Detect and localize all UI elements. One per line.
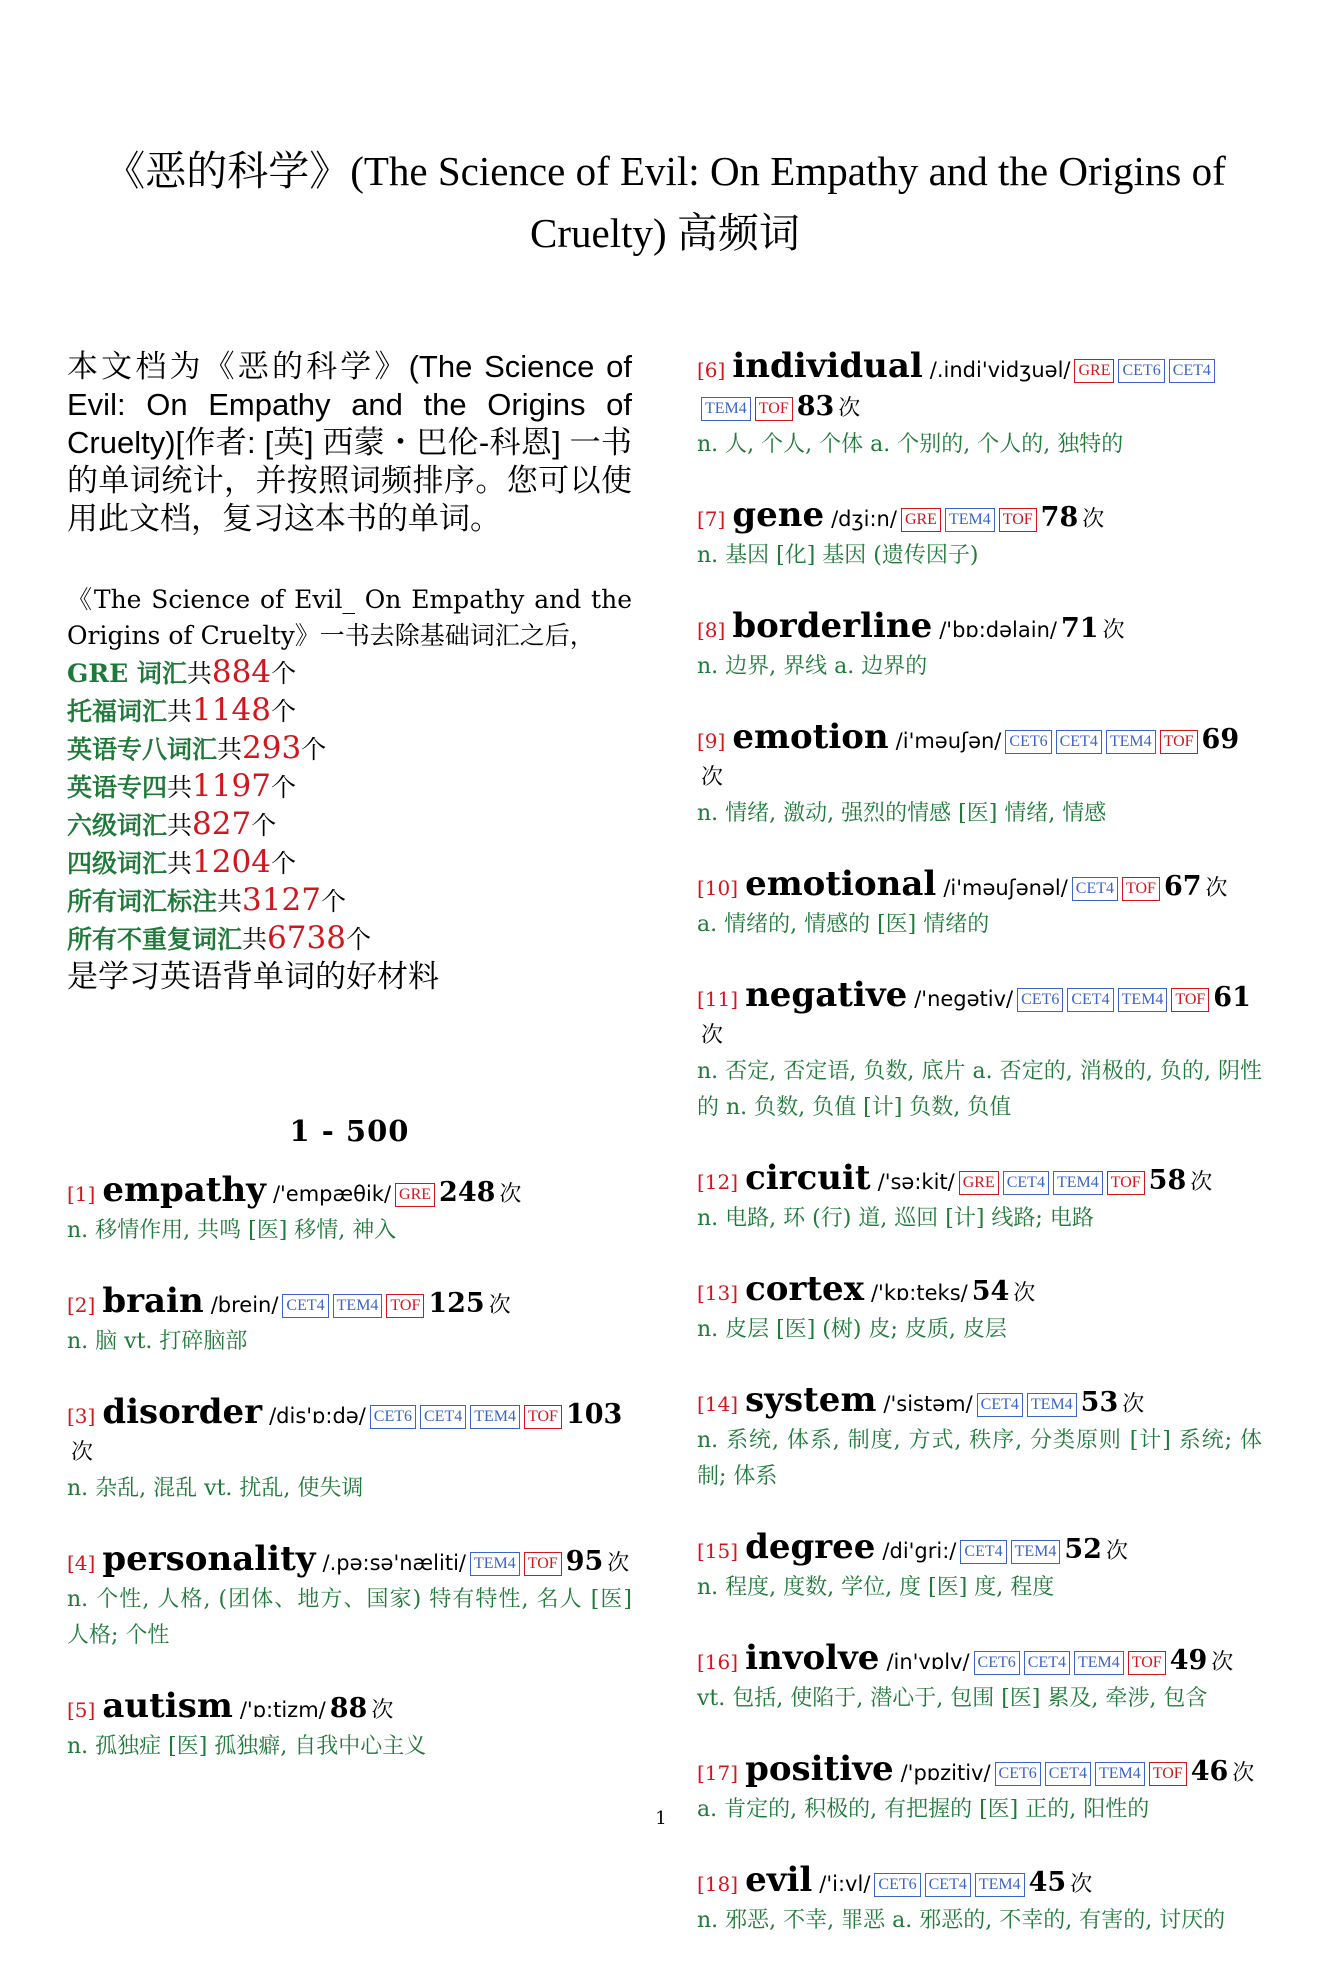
entry-phonetic: /i'məuʃənəl/ <box>943 876 1068 900</box>
entry-word: degree <box>745 1527 876 1567</box>
times-label: 次 <box>701 765 724 790</box>
page-number: 1 <box>655 1808 667 1829</box>
tag-badge-tem4: TEM4 <box>1095 1762 1145 1786</box>
entry-count: 78 <box>1040 502 1079 533</box>
word-entry <box>67 1172 632 1249</box>
entry-index: [14] <box>697 1392 739 1416</box>
word-entry <box>67 1541 632 1654</box>
entry-definition: n. 皮层 [医] (树) 皮; 皮质, 皮层 <box>697 1317 1007 1342</box>
tag-badge-cet4: CET4 <box>1169 359 1215 383</box>
entry-index: [15] <box>697 1539 739 1563</box>
entry-head <box>697 1160 1262 1201</box>
stat-unit: 个 <box>270 773 296 802</box>
entry-word: positive <box>745 1749 894 1789</box>
word-entry <box>697 497 1262 574</box>
tag-badge-tem4: TEM4 <box>701 397 751 421</box>
stat-mid: 共 <box>167 849 193 878</box>
entry-definition: n. 个性, 人格, (团体、地方、国家) 特有特性, 名人 [医] 人格; 个性 <box>67 1587 632 1648</box>
entry-count: 248 <box>439 1177 496 1208</box>
tag-badge-tem4: TEM4 <box>1106 730 1156 754</box>
entry-index: [7] <box>697 507 726 531</box>
entry-count: 52 <box>1064 1534 1102 1565</box>
entry-word: disorder <box>102 1392 263 1432</box>
entry-phonetic: /'pɒzitiv/ <box>900 1761 991 1785</box>
stats-lead: 《The Science of Evil_ On Empathy and the Origins of Cruelty》一书去除基础词汇之后， <box>67 585 632 650</box>
tag-badge-tem4: TEM4 <box>470 1405 520 1429</box>
times-label: 次 <box>1122 1392 1145 1417</box>
stat-mid: 共 <box>217 735 243 764</box>
tag-badge-tem4: TEM4 <box>1118 988 1168 1012</box>
stat-unit: 个 <box>271 659 297 688</box>
tag-badge-tem4: TEM4 <box>333 1294 383 1318</box>
stat-unit: 个 <box>345 925 371 954</box>
word-entry <box>697 1529 1262 1606</box>
entry-phonetic: /.pə:sə'næliti/ <box>322 1551 466 1575</box>
word-entry <box>697 977 1262 1126</box>
tag-badge-tof: TOF <box>755 397 793 421</box>
entry-count: 53 <box>1080 1387 1119 1418</box>
range-heading: 1 - 500 <box>289 1114 410 1148</box>
entry-count: 61 <box>1213 982 1251 1013</box>
stat-line <box>67 730 632 768</box>
word-entry <box>697 1640 1262 1717</box>
stat-line <box>67 844 632 882</box>
entry-head <box>697 866 1262 907</box>
entry-definition: n. 情绪, 激动, 强烈的情感 [医] 情绪, 情感 <box>697 801 1107 826</box>
times-label: 次 <box>1070 1872 1093 1897</box>
stat-number: 6738 <box>267 920 346 956</box>
tag-badge-gre: GRE <box>1074 359 1114 383</box>
word-entry <box>67 1283 632 1360</box>
stat-label: 所有不重复词汇 <box>67 925 243 954</box>
entry-head <box>67 1541 632 1582</box>
entry-index: [9] <box>697 729 726 753</box>
stat-mid: 共 <box>186 659 212 688</box>
tag-badge-tof: TOF <box>1107 1171 1145 1195</box>
tag-badge-cet6: CET6 <box>370 1405 416 1429</box>
entry-word: negative <box>745 975 908 1015</box>
times-label: 次 <box>499 1182 522 1207</box>
entry-head <box>67 1172 632 1213</box>
entry-index: [5] <box>67 1698 96 1722</box>
entry-index: [13] <box>697 1281 739 1305</box>
tag-badge-cet6: CET6 <box>874 1873 920 1897</box>
stat-mid: 共 <box>242 925 268 954</box>
entry-count: 67 <box>1163 871 1202 902</box>
times-label: 次 <box>1082 507 1105 532</box>
tag-badge-tem4: TEM4 <box>1011 1540 1061 1564</box>
entry-index: [8] <box>697 618 726 642</box>
entry-word: individual <box>732 346 923 386</box>
stat-number: 293 <box>242 730 302 766</box>
tag-badge-cet4: CET4 <box>977 1393 1023 1417</box>
word-entry <box>697 1862 1262 1939</box>
times-label: 次 <box>1232 1761 1255 1786</box>
entry-word: gene <box>732 495 825 535</box>
entry-definition: a. 肯定的, 积极的, 有把握的 [医] 正的, 阳性的 <box>697 1797 1150 1822</box>
stat-line <box>67 920 632 958</box>
entry-head <box>697 608 1262 649</box>
entry-phonetic: /dis'ɒ:də/ <box>269 1404 366 1428</box>
entry-phonetic: /brein/ <box>210 1293 279 1317</box>
entry-phonetic: /'bɒ:dəlain/ <box>939 618 1057 642</box>
entry-phonetic: /dʒi:n/ <box>831 507 897 531</box>
times-label: 次 <box>1013 1281 1036 1306</box>
entry-count: 58 <box>1148 1165 1187 1196</box>
entry-index: [18] <box>697 1872 739 1896</box>
tag-badge-tof: TOF <box>1128 1651 1166 1675</box>
tag-badge-tof: TOF <box>524 1552 562 1576</box>
entry-index: [1] <box>67 1182 96 1206</box>
entry-head <box>697 719 1262 796</box>
stat-label: 所有词汇标注 <box>67 887 218 916</box>
stat-unit: 个 <box>251 811 277 840</box>
entry-index: [17] <box>697 1761 739 1785</box>
entry-phonetic: /in'vɒlv/ <box>886 1650 970 1674</box>
times-label: 次 <box>71 1440 94 1465</box>
times-label: 次 <box>371 1698 394 1723</box>
stat-number: 884 <box>211 654 272 690</box>
stat-number: 1148 <box>192 692 271 728</box>
entry-word: system <box>745 1380 877 1420</box>
tag-badge-cet4: CET4 <box>1067 988 1113 1012</box>
entry-phonetic: /i'məuʃən/ <box>895 729 1002 753</box>
stat-number: 827 <box>192 806 252 842</box>
tag-badge-tem4: TEM4 <box>1053 1171 1103 1195</box>
word-entry <box>697 608 1262 685</box>
tag-badge-tof: TOF <box>1171 988 1209 1012</box>
entry-definition: n. 否定, 否定语, 负数, 底片 a. 否定的, 消极的, 负的, 阴性的 n. 负数, 负值 [计] 负数, 负值 <box>697 1059 1262 1120</box>
entry-count: 95 <box>565 1546 604 1577</box>
tag-badge-cet6: CET6 <box>995 1762 1041 1786</box>
entry-head <box>697 1751 1262 1792</box>
entry-phonetic: /'sistəm/ <box>883 1392 973 1416</box>
stat-number: 3127 <box>242 882 321 918</box>
entry-definition: n. 电路, 环 (行) 道, 巡回 [计] 线路; 电路 <box>697 1206 1094 1231</box>
times-label: 次 <box>838 396 861 421</box>
entry-count: 71 <box>1060 613 1099 644</box>
tag-badge-gre: GRE <box>395 1183 435 1207</box>
entry-head <box>697 1529 1262 1570</box>
stat-number: 1197 <box>192 768 271 804</box>
stat-label: 英语专八词汇 <box>67 735 218 764</box>
intro-paragraph: 本文档为《恶的科学》(The Science of Evil: On Empathy and the Origins of Cruelty)[作者: [英] 西蒙・巴伦-科恩] 一书的单词统计，并按照词频排序。您可以使用此文档，复习这本书的单词。 <box>67 349 632 536</box>
entry-definition: n. 孤独症 [医] 孤独癖, 自我中心主义 <box>67 1734 427 1759</box>
entry-index: [12] <box>697 1170 739 1194</box>
word-entry <box>697 1271 1262 1348</box>
entry-definition: n. 程度, 度数, 学位, 度 [医] 度, 程度 <box>697 1575 1055 1600</box>
entry-head <box>697 1271 1262 1312</box>
right-column <box>697 348 1262 1973</box>
stat-unit: 个 <box>270 697 296 726</box>
tag-badge-tem4: TEM4 <box>945 508 995 532</box>
times-label: 次 <box>607 1551 630 1576</box>
word-entry <box>697 348 1262 463</box>
entry-phonetic: /'kɒ:teks/ <box>870 1281 968 1305</box>
vocabulary-stats <box>67 582 632 996</box>
tag-badge-cet4: CET4 <box>1024 1651 1070 1675</box>
times-label: 次 <box>701 1023 724 1048</box>
stat-unit: 个 <box>270 849 296 878</box>
entry-definition: n. 邪恶, 不幸, 罪恶 a. 邪恶的, 不幸的, 有害的, 讨厌的 <box>697 1908 1226 1933</box>
entry-head <box>697 497 1262 538</box>
word-entry <box>697 866 1262 943</box>
entry-definition: n. 边界, 界线 a. 边界的 <box>697 654 928 679</box>
times-label: 次 <box>1205 876 1228 901</box>
entry-word: involve <box>745 1638 880 1678</box>
entry-index: [10] <box>697 876 739 900</box>
stat-line <box>67 768 632 806</box>
entry-head <box>697 977 1262 1054</box>
document-title: 《恶的科学》(The Science of Evil: On Empathy and the Origins of Cruelty) 高频词 <box>104 148 1226 256</box>
entry-head <box>697 1640 1262 1681</box>
tag-badge-tem4: TEM4 <box>1074 1651 1124 1675</box>
stat-mid: 共 <box>167 811 193 840</box>
tag-badge-tem4: TEM4 <box>1027 1393 1077 1417</box>
times-label: 次 <box>1190 1170 1213 1195</box>
entry-head <box>697 1382 1262 1423</box>
word-entry <box>67 1688 632 1765</box>
tag-badge-cet4: CET4 <box>960 1540 1006 1564</box>
entry-count: 125 <box>428 1288 485 1319</box>
entry-head <box>67 1394 632 1471</box>
left-column <box>67 348 632 1799</box>
tag-badge-tof: TOF <box>524 1405 562 1429</box>
entry-definition: n. 基因 [化] 基因 (遗传因子) <box>697 543 979 568</box>
entry-phonetic: /'negətiv/ <box>914 987 1014 1011</box>
entry-word: brain <box>102 1281 204 1321</box>
times-label: 次 <box>1105 1539 1128 1564</box>
entry-definition: a. 情绪的, 情感的 [医] 情绪的 <box>697 912 990 937</box>
times-label: 次 <box>1102 618 1125 643</box>
entry-phonetic: /.indi'vidʒuəl/ <box>929 358 1071 382</box>
entry-count: 103 <box>565 1399 623 1430</box>
stat-mid: 共 <box>167 773 193 802</box>
tag-badge-tof: TOF <box>1122 877 1160 901</box>
stat-label: 六级词汇 <box>67 811 168 840</box>
stat-mid: 共 <box>167 697 193 726</box>
tag-badge-cet6: CET6 <box>974 1651 1020 1675</box>
entry-definition: n. 杂乱, 混乱 vt. 扰乱, 使失调 <box>67 1476 364 1501</box>
word-entry <box>67 1394 632 1507</box>
entry-word: autism <box>102 1686 233 1726</box>
tag-badge-cet6: CET6 <box>1118 359 1164 383</box>
tag-badge-cet6: CET6 <box>1005 730 1051 754</box>
tag-badge-cet4: CET4 <box>1056 730 1102 754</box>
entry-count: 49 <box>1169 1645 1208 1676</box>
tag-badge-cet4: CET4 <box>1072 877 1118 901</box>
entry-word: cortex <box>745 1269 864 1309</box>
word-entry <box>697 1382 1262 1495</box>
times-label: 次 <box>1211 1650 1234 1675</box>
left-entry-list <box>67 1172 632 1765</box>
entry-word: emotion <box>732 717 889 757</box>
tag-badge-tof: TOF <box>386 1294 424 1318</box>
stat-line <box>67 692 632 730</box>
stat-label: GRE 词汇 <box>67 659 187 688</box>
right-entry-list <box>697 348 1262 1939</box>
tag-badge-cet4: CET4 <box>925 1873 971 1897</box>
entry-index: [4] <box>67 1551 96 1575</box>
entry-word: circuit <box>745 1158 871 1198</box>
stat-label: 四级词汇 <box>67 849 168 878</box>
word-entry <box>697 1160 1262 1237</box>
tag-badge-tem4: TEM4 <box>975 1873 1025 1897</box>
tag-badge-cet4: CET4 <box>1045 1762 1091 1786</box>
entry-definition: n. 系统, 体系, 制度, 方式, 秩序, 分类原则 [计] 系统; 体制; 体系 <box>697 1428 1262 1489</box>
entry-count: 46 <box>1190 1756 1229 1787</box>
entry-word: borderline <box>732 606 933 646</box>
tag-badge-tof: TOF <box>999 508 1037 532</box>
tag-badge-tof: TOF <box>1149 1762 1187 1786</box>
stat-number: 1204 <box>192 844 271 880</box>
entry-index: [3] <box>67 1404 96 1428</box>
entry-index: [6] <box>697 358 726 382</box>
entry-head <box>697 348 1262 427</box>
stat-lines <box>67 654 632 958</box>
tag-badge-tof: TOF <box>1160 730 1198 754</box>
tag-badge-cet4: CET4 <box>420 1405 466 1429</box>
entry-phonetic: /'empæθik/ <box>272 1182 392 1206</box>
tag-badge-cet4: CET4 <box>282 1294 328 1318</box>
stat-label: 托福词汇 <box>67 697 168 726</box>
tag-badge-gre: GRE <box>901 508 941 532</box>
stat-line <box>67 654 632 692</box>
stat-unit: 个 <box>320 887 346 916</box>
entry-head <box>67 1283 632 1324</box>
entry-phonetic: /'i:vl/ <box>819 1872 871 1896</box>
tag-badge-tem4: TEM4 <box>470 1552 520 1576</box>
stat-label: 英语专四 <box>67 773 168 802</box>
entry-index: [11] <box>697 987 739 1011</box>
entry-head <box>697 1862 1262 1903</box>
entry-phonetic: /'sə:kit/ <box>877 1170 955 1194</box>
times-label: 次 <box>488 1293 511 1318</box>
stat-line <box>67 806 632 844</box>
tag-badge-cet4: CET4 <box>1003 1171 1049 1195</box>
entry-count: 54 <box>971 1276 1010 1307</box>
entry-word: personality <box>102 1539 316 1579</box>
entry-index: [16] <box>697 1650 739 1674</box>
entry-count: 45 <box>1028 1867 1067 1898</box>
entry-count: 69 <box>1201 724 1240 755</box>
entry-word: evil <box>745 1860 813 1900</box>
entry-phonetic: /di'gri:/ <box>882 1539 957 1563</box>
stat-unit: 个 <box>301 735 327 764</box>
entry-word: emotional <box>745 864 937 904</box>
entry-definition: n. 人, 个人, 个体 a. 个别的, 个人的, 独特的 <box>697 432 1124 457</box>
entry-index: [2] <box>67 1293 96 1317</box>
entry-count: 83 <box>796 391 835 422</box>
entry-definition: vt. 包括, 使陷于, 潜心于, 包围 [医] 累及, 牵涉, 包含 <box>697 1686 1208 1711</box>
word-entry <box>697 719 1262 832</box>
stats-closing: 是学习英语背单词的好材料 <box>67 959 439 995</box>
entry-word: empathy <box>102 1170 266 1210</box>
entry-definition: n. 脑 vt. 打碎脑部 <box>67 1329 248 1354</box>
tag-badge-cet6: CET6 <box>1017 988 1063 1012</box>
entry-phonetic: /'ɒ:tizm/ <box>239 1698 326 1722</box>
stat-line <box>67 882 632 920</box>
entry-definition: n. 移情作用, 共鸣 [医] 移情, 神入 <box>67 1218 397 1243</box>
tag-badge-gre: GRE <box>959 1171 999 1195</box>
entry-count: 88 <box>329 1693 368 1724</box>
entry-head <box>67 1688 632 1729</box>
stat-mid: 共 <box>217 887 243 916</box>
